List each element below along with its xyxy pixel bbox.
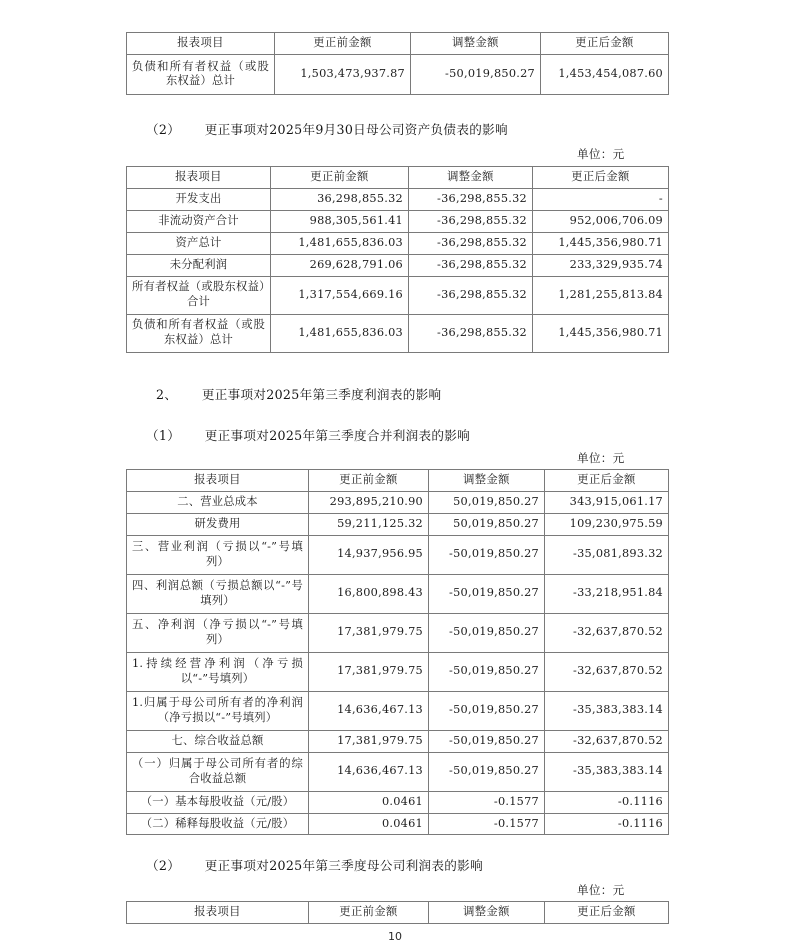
row-value-after: 1,281,255,813.84 bbox=[533, 276, 669, 314]
row-value-after: - bbox=[533, 188, 669, 210]
row-label: 负债和所有者权益（或股东权益）总计 bbox=[127, 314, 271, 352]
section-title: 更正事项对2025年第三季度利润表的影响 bbox=[201, 387, 442, 402]
table-row bbox=[127, 513, 669, 535]
row-label: 负债和所有者权益（或股东权益）总计 bbox=[127, 54, 275, 94]
table-row bbox=[127, 730, 669, 752]
table-row bbox=[127, 791, 669, 813]
row-value-after: 952,006,706.09 bbox=[533, 210, 669, 232]
row-label: 七、综合收益总额 bbox=[127, 730, 309, 752]
row-label: （二）稀释每股收益（元/股） bbox=[127, 813, 309, 835]
row-value-adjust: 50,019,850.27 bbox=[429, 513, 545, 535]
row-value-before: 0.0461 bbox=[309, 813, 429, 835]
row-value-adjust: -36,298,855.32 bbox=[409, 210, 533, 232]
row-value-after: 1,453,454,087.60 bbox=[541, 54, 669, 94]
row-value-before: 59,211,125.32 bbox=[309, 513, 429, 535]
row-label: 所有者权益（或股东权益）合计 bbox=[127, 276, 271, 314]
row-value-adjust: -36,298,855.32 bbox=[409, 314, 533, 352]
page-number: 10 bbox=[388, 930, 402, 943]
row-label: 五、净利润（净亏损以“-”号填列） bbox=[127, 613, 309, 652]
column-header-after: 更正后金额 bbox=[541, 33, 669, 55]
table-header-row bbox=[127, 902, 669, 924]
section-marker: （2） bbox=[146, 858, 181, 873]
table-row bbox=[127, 652, 669, 691]
row-value-after: 343,915,061.17 bbox=[545, 491, 669, 513]
row-value-before: 1,481,655,836.03 bbox=[271, 314, 409, 352]
row-value-after: -35,081,893.32 bbox=[545, 535, 669, 574]
table-row bbox=[127, 276, 669, 314]
row-label: 三、营业利润（亏损以“-”号填列） bbox=[127, 535, 309, 574]
row-label: 1.持续经营净利润（净亏损以“-”号填列） bbox=[127, 652, 309, 691]
column-header-item: 报表项目 bbox=[127, 167, 271, 189]
section-heading-parent-income bbox=[146, 855, 483, 874]
unit-label-table4: 单位：元 bbox=[577, 883, 625, 897]
table-row bbox=[127, 210, 669, 232]
row-value-before: 269,628,791.06 bbox=[271, 254, 409, 276]
row-value-adjust: -0.1577 bbox=[429, 813, 545, 835]
row-value-before: 17,381,979.75 bbox=[309, 652, 429, 691]
section-heading-consolidated-income bbox=[146, 425, 470, 444]
column-header-after: 更正后金额 bbox=[545, 902, 669, 924]
column-header-before: 更正前金额 bbox=[309, 470, 429, 492]
table-header-row bbox=[127, 33, 669, 55]
row-value-after: -35,383,383.14 bbox=[545, 752, 669, 791]
row-value-after: -32,637,870.52 bbox=[545, 730, 669, 752]
table-row bbox=[127, 314, 669, 352]
row-value-adjust: -50,019,850.27 bbox=[429, 613, 545, 652]
row-value-before: 36,298,855.32 bbox=[271, 188, 409, 210]
column-header-after: 更正后金额 bbox=[533, 167, 669, 189]
section-title: 更正事项对2025年9月30日母公司资产负债表的影响 bbox=[204, 122, 508, 137]
table-row bbox=[127, 752, 669, 791]
column-header-adjust: 调整金额 bbox=[409, 167, 533, 189]
row-label: 非流动资产合计 bbox=[127, 210, 271, 232]
column-header-item: 报表项目 bbox=[127, 902, 309, 924]
table-row bbox=[127, 54, 669, 94]
row-label: 未分配利润 bbox=[127, 254, 271, 276]
table-row bbox=[127, 491, 669, 513]
table-row bbox=[127, 535, 669, 574]
row-value-before: 16,800,898.43 bbox=[309, 574, 429, 613]
unit-label-table3: 单位：元 bbox=[577, 451, 625, 465]
row-value-before: 14,937,956.95 bbox=[309, 535, 429, 574]
table-row bbox=[127, 813, 669, 835]
table-row bbox=[127, 613, 669, 652]
table-row bbox=[127, 574, 669, 613]
table-balance-sheet-consolidated-continued bbox=[126, 32, 669, 95]
table-row bbox=[127, 691, 669, 730]
row-label: 四、利润总额（亏损总额以“-”号填列） bbox=[127, 574, 309, 613]
row-value-adjust: -36,298,855.32 bbox=[409, 232, 533, 254]
section-heading-parent-balance-sheet bbox=[146, 119, 508, 138]
row-value-after: -0.1116 bbox=[545, 813, 669, 835]
table-row bbox=[127, 232, 669, 254]
column-header-item: 报表项目 bbox=[127, 33, 275, 55]
row-value-before: 14,636,467.13 bbox=[309, 691, 429, 730]
row-value-after: 1,445,356,980.71 bbox=[533, 232, 669, 254]
row-value-adjust: -50,019,850.27 bbox=[429, 691, 545, 730]
row-value-before: 1,317,554,669.16 bbox=[271, 276, 409, 314]
row-value-adjust: -50,019,850.27 bbox=[429, 752, 545, 791]
column-header-adjust: 调整金额 bbox=[429, 902, 545, 924]
row-value-adjust: 50,019,850.27 bbox=[429, 491, 545, 513]
row-value-before: 1,503,473,937.87 bbox=[275, 54, 411, 94]
row-value-after: -32,637,870.52 bbox=[545, 652, 669, 691]
table-header-row bbox=[127, 470, 669, 492]
row-value-adjust: -36,298,855.32 bbox=[409, 276, 533, 314]
row-label: 1.归属于母公司所有者的净利润（净亏损以“-”号填列） bbox=[127, 691, 309, 730]
row-value-after: -35,383,383.14 bbox=[545, 691, 669, 730]
table-body bbox=[127, 188, 669, 352]
table-balance-sheet-parent bbox=[126, 166, 669, 353]
table-row bbox=[127, 254, 669, 276]
row-value-after: 233,329,935.74 bbox=[533, 254, 669, 276]
row-label: 开发支出 bbox=[127, 188, 271, 210]
section-heading-income-statement bbox=[156, 384, 441, 403]
section-marker: （2） bbox=[146, 122, 181, 137]
row-value-after: -33,218,951.84 bbox=[545, 574, 669, 613]
row-value-before: 17,381,979.75 bbox=[309, 730, 429, 752]
row-value-adjust: -0.1577 bbox=[429, 791, 545, 813]
row-label: 二、营业总成本 bbox=[127, 491, 309, 513]
row-value-after: 109,230,975.59 bbox=[545, 513, 669, 535]
section-title: 更正事项对2025年第三季度母公司利润表的影响 bbox=[204, 858, 483, 873]
row-label: 资产总计 bbox=[127, 232, 271, 254]
column-header-before: 更正前金额 bbox=[271, 167, 409, 189]
column-header-before: 更正前金额 bbox=[309, 902, 429, 924]
column-header-adjust: 调整金额 bbox=[411, 33, 541, 55]
table-income-statement-consolidated bbox=[126, 469, 669, 835]
row-value-adjust: -50,019,850.27 bbox=[429, 535, 545, 574]
column-header-before: 更正前金额 bbox=[275, 33, 411, 55]
table-income-statement-parent bbox=[126, 901, 669, 924]
row-value-adjust: -50,019,850.27 bbox=[429, 730, 545, 752]
row-value-after: -32,637,870.52 bbox=[545, 613, 669, 652]
row-value-after: 1,445,356,980.71 bbox=[533, 314, 669, 352]
row-value-before: 988,305,561.41 bbox=[271, 210, 409, 232]
section-marker: 2、 bbox=[156, 387, 178, 402]
row-value-after: -0.1116 bbox=[545, 791, 669, 813]
row-value-adjust: -50,019,850.27 bbox=[429, 574, 545, 613]
row-value-adjust: -50,019,850.27 bbox=[429, 652, 545, 691]
row-value-adjust: -36,298,855.32 bbox=[409, 188, 533, 210]
row-value-before: 17,381,979.75 bbox=[309, 613, 429, 652]
row-label: （一）基本每股收益（元/股） bbox=[127, 791, 309, 813]
row-value-before: 0.0461 bbox=[309, 791, 429, 813]
row-value-before: 14,636,467.13 bbox=[309, 752, 429, 791]
row-value-before: 293,895,210.90 bbox=[309, 491, 429, 513]
table-header-row bbox=[127, 167, 669, 189]
unit-label-table2: 单位：元 bbox=[577, 147, 625, 161]
row-value-before: 1,481,655,836.03 bbox=[271, 232, 409, 254]
row-label: 研发费用 bbox=[127, 513, 309, 535]
section-title: 更正事项对2025年第三季度合并利润表的影响 bbox=[204, 428, 471, 443]
column-header-item: 报表项目 bbox=[127, 470, 309, 492]
table-body bbox=[127, 491, 669, 835]
row-value-adjust: -50,019,850.27 bbox=[411, 54, 541, 94]
row-value-adjust: -36,298,855.32 bbox=[409, 254, 533, 276]
row-label: （一）归属于母公司所有者的综合收益总额 bbox=[127, 752, 309, 791]
table-row bbox=[127, 188, 669, 210]
column-header-adjust: 调整金额 bbox=[429, 470, 545, 492]
section-marker: （1） bbox=[146, 428, 181, 443]
column-header-after: 更正后金额 bbox=[545, 470, 669, 492]
